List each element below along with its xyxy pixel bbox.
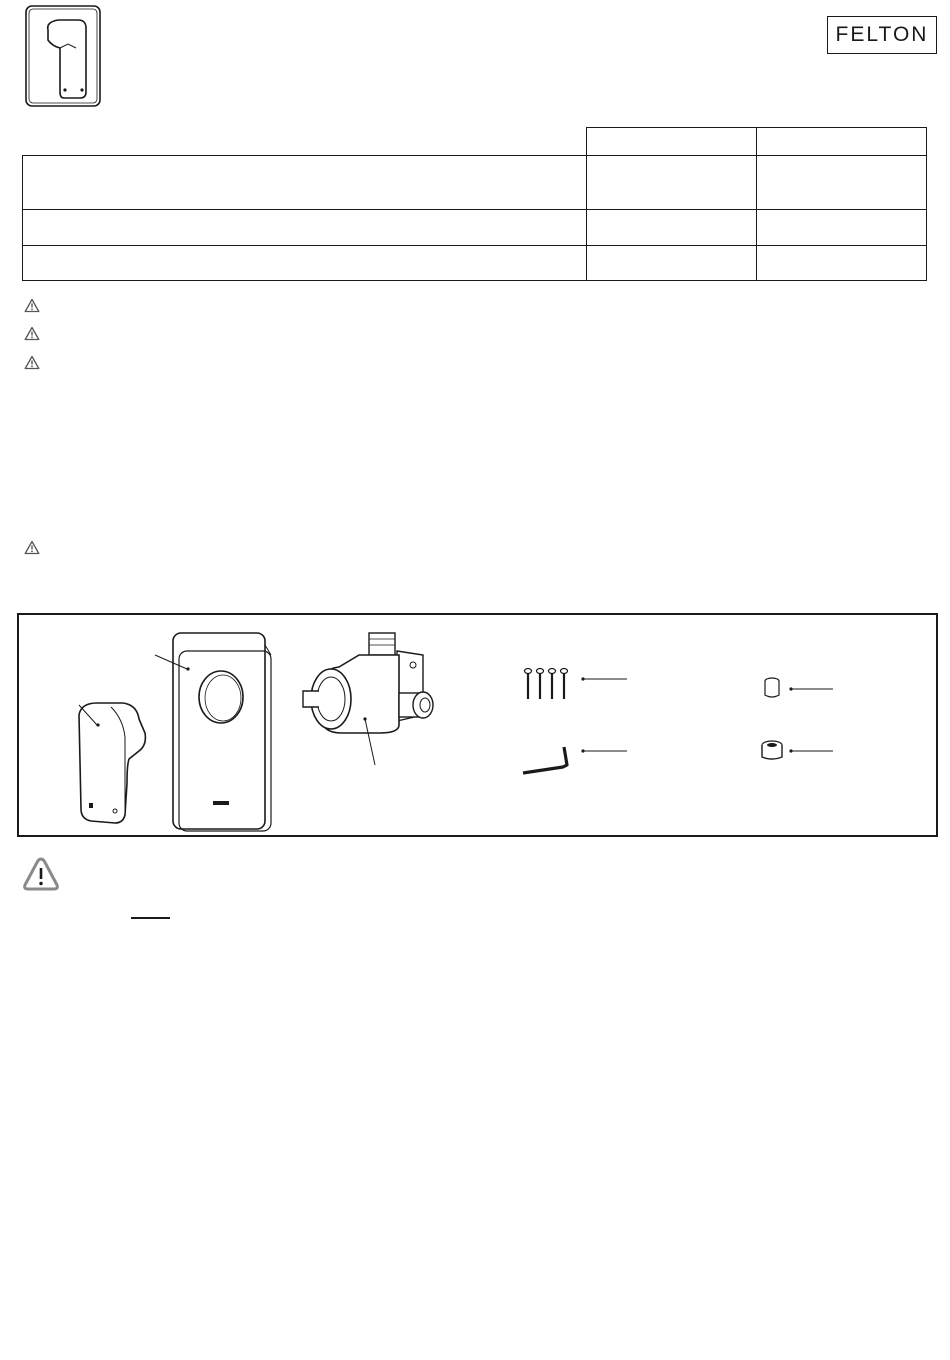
allen-key-illustration [523, 747, 627, 773]
parts-diagram-box [17, 613, 938, 837]
table-rule [22, 209, 927, 210]
warning-triangle-icon [22, 856, 60, 892]
lever-handle-illustration [79, 703, 145, 823]
table-rule [22, 245, 927, 246]
cover-plate-illustration [155, 633, 271, 831]
table-rule [586, 127, 587, 281]
screws-illustration [525, 669, 628, 700]
table-rule [756, 127, 757, 281]
table-rule [22, 155, 23, 281]
caution-triangle-icon [24, 326, 40, 341]
bushing-illustration [765, 678, 833, 697]
valve-body-illustration [303, 633, 433, 765]
product-thumbnail-icon [24, 4, 102, 108]
parts-diagram [19, 615, 940, 839]
caution-triangle-icon [24, 540, 40, 555]
brand-logo: FELTON [827, 16, 937, 54]
nut-illustration [762, 741, 833, 759]
spec-table [22, 127, 927, 281]
caution-triangle-icon [24, 355, 40, 370]
underline-mark [131, 917, 170, 919]
table-rule [22, 280, 927, 281]
table-rule [22, 155, 927, 156]
table-rule [926, 127, 927, 281]
caution-triangle-icon [24, 298, 40, 313]
